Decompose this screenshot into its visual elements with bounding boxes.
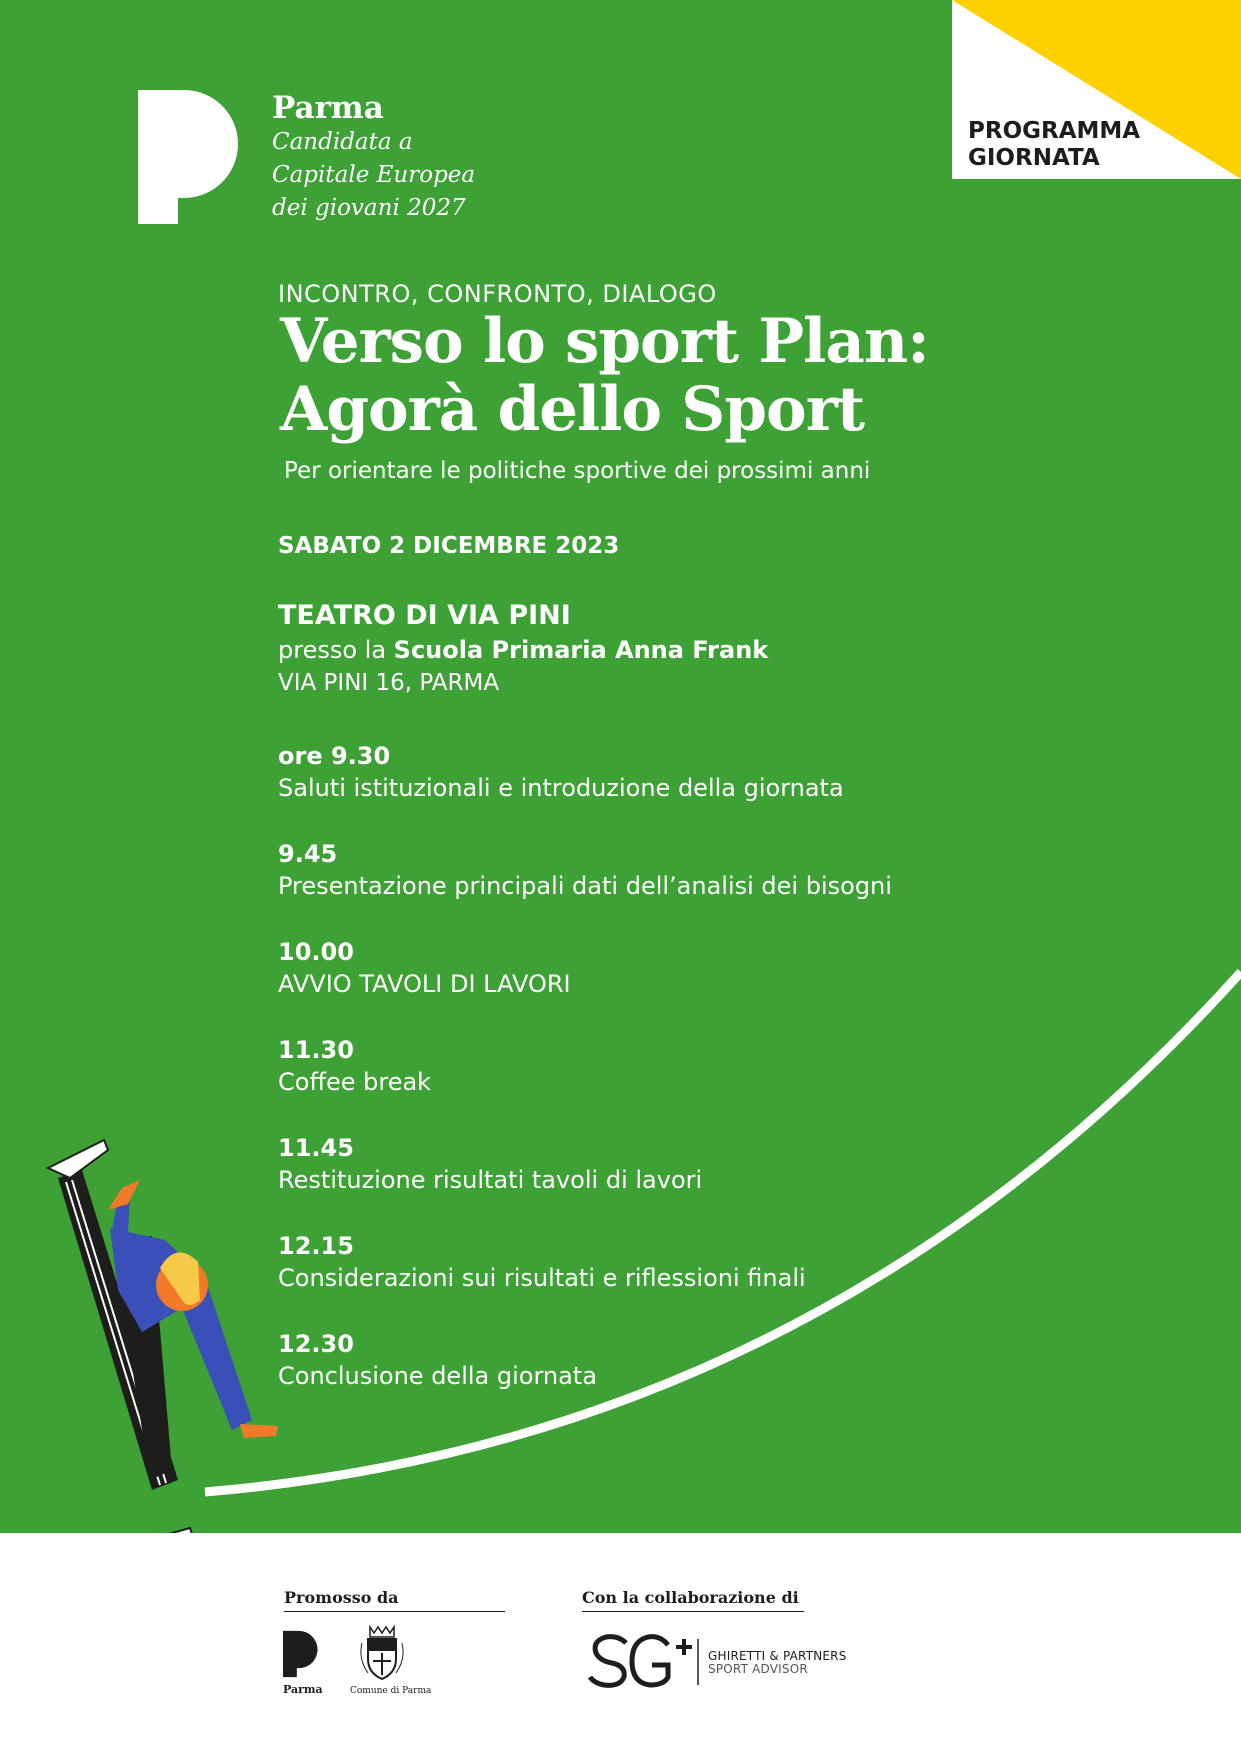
schedule-item <box>278 1132 892 1230</box>
collaboration-label: Con la collaborazione di <box>582 1588 799 1607</box>
brand-name: Parma <box>272 90 384 126</box>
event-address: VIA PINI 16, PARMA <box>278 670 500 696</box>
schedule-desc: Restituzione risultati tavoli di lavori <box>278 1166 703 1194</box>
promoted-by-label: Promosso da <box>284 1588 399 1607</box>
parma-small-logo <box>283 1629 321 1679</box>
schedule-time: 9.45 <box>278 840 338 868</box>
event-venue: TEATRO DI VIA PINI <box>278 600 571 631</box>
brand-tagline-3: dei giovani 2027 <box>272 195 466 221</box>
collaboration-rule <box>582 1611 804 1612</box>
parma-small-label: Parma <box>283 1683 323 1696</box>
schedule-time: 12.30 <box>278 1330 354 1358</box>
schedule-desc: Saluti istituzionali e introduzione della giornata <box>278 774 844 802</box>
brand-tagline-1: Candidata a <box>272 129 413 155</box>
schedule-desc: Conclusione della giornata <box>278 1362 597 1390</box>
promoted-by-rule <box>284 1611 505 1612</box>
schedule-desc: AVVIO TAVOLI DI LAVORI <box>278 970 571 998</box>
schedule-desc: Presentazione principali dati dell’analisi dei bisogni <box>278 872 892 900</box>
event-title-line1: Verso lo sport Plan: <box>280 306 929 377</box>
venue-school-name: Scuola Primaria Anna Frank <box>393 636 769 664</box>
schedule-desc: Coffee break <box>278 1068 432 1096</box>
ghiretti-sg-logo <box>588 1633 703 1689</box>
partner-name-block <box>708 1650 847 1676</box>
athlete-illustration <box>48 1140 278 1533</box>
schedule-time: 11.30 <box>278 1036 354 1064</box>
schedule-desc: Considerazioni sui risultati e riflessioni finali <box>278 1264 806 1292</box>
venue-prefix: presso la <box>278 636 394 664</box>
event-kicker: INCONTRO, CONFRONTO, DIALOGO <box>278 280 717 308</box>
event-date: SABATO 2 DICEMBRE 2023 <box>278 533 620 559</box>
schedule-time: ore 9.30 <box>278 742 391 770</box>
brand-block <box>272 90 475 225</box>
schedule-time: 12.15 <box>278 1232 354 1260</box>
event-title <box>280 308 929 444</box>
schedule-time: 11.45 <box>278 1134 354 1162</box>
schedule-item <box>278 1230 892 1328</box>
parma-p-logo <box>138 90 248 224</box>
event-title-line2: Agorà dello Sport <box>280 374 865 445</box>
comune-crest-icon <box>356 1623 408 1683</box>
schedule-item <box>278 1328 892 1426</box>
schedule-item <box>278 740 892 838</box>
schedule-item <box>278 936 892 1034</box>
schedule-item <box>278 1034 892 1132</box>
program-label <box>968 118 1140 172</box>
schedule-time: 10.00 <box>278 938 354 966</box>
partner-name: GHIRETTI & PARTNERS <box>708 1649 847 1663</box>
program-label-line2: GIORNATA <box>968 145 1100 171</box>
program-label-line1: PROGRAMMA <box>968 118 1141 144</box>
partner-subtitle: SPORT ADVISOR <box>708 1662 808 1676</box>
comune-label: Comune di Parma <box>350 1686 432 1696</box>
schedule-list <box>278 740 892 1426</box>
schedule-item <box>278 838 892 936</box>
brand-tagline-2: Capitale Europea <box>272 162 476 188</box>
event-venue-school <box>278 636 768 664</box>
event-subtitle: Per orientare le politiche sportive dei prossimi anni <box>284 458 871 484</box>
